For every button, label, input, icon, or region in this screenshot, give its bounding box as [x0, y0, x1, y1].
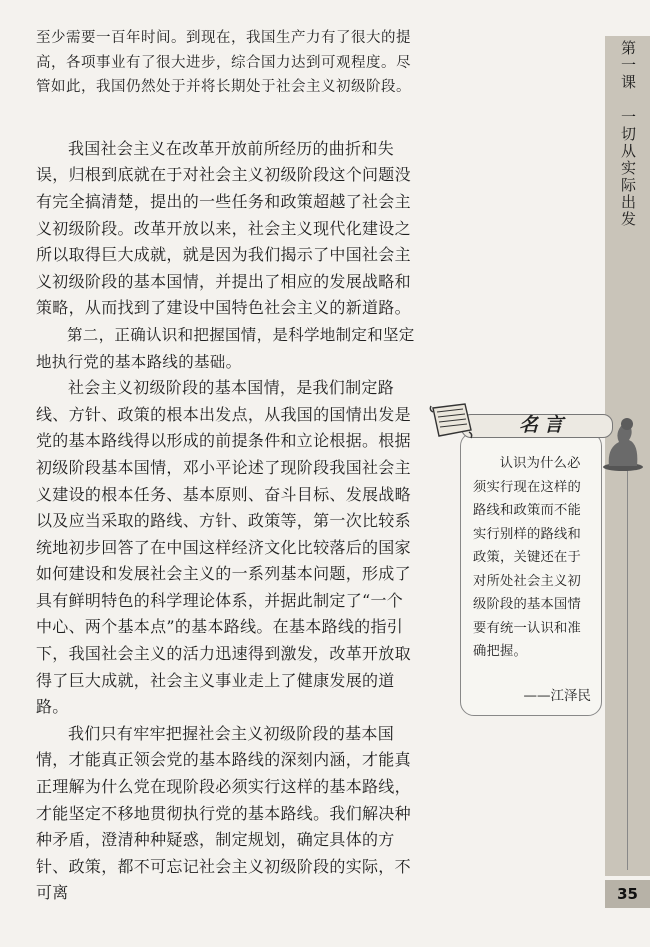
sidebar-divider: [627, 470, 628, 870]
page-number: 35: [605, 880, 650, 908]
top-quote: 至少需要一百年时间。到现在，我国生产力有了很大的提高，各项事业有了很大进步，综合国力达到可观程度。尽管如此，我国仍然处于并将长期处于社会主义初级阶段。: [36, 30, 411, 96]
chapter-heading: [605, 40, 650, 228]
main-text: [36, 26, 416, 907]
paragraph-2: 第二，正确认识和把握国情，是科学地制定和坚定地执行党的基本路线的基础。: [36, 325, 415, 371]
paragraph-3: 社会主义初级阶段的基本国情，是我们制定路线、方针、政策的根本出发点，从我国的国情出发是党的基本路线得以形成的前提条件和立论根据。根据初级阶段基本国情，邓小平论述了现阶段我国社会主义建设的根本任务、基本原则、奋斗目标、发展战略以及应当采取的路线、方针、政策等，第一次比较系统地初步回答了在中国这样经济文化比较落后的国家如何建设和发展社会主义的一系列基本问题，形成了具有鲜明特色的科学理论体系，并据此制定了“一个中心、两个基本点”的基本路线。在基本路线的指引下，我国社会主义的活力迅速得到激发，改革开放取得了巨大成就，社会主义事业走上了健康发展的道路。: [36, 378, 411, 717]
chapter-title: 一切从实际出发: [619, 109, 637, 228]
thinker-statue-icon: [597, 412, 647, 472]
chapter-label: 第一课: [619, 40, 637, 91]
quote-card-author: ——江泽民: [523, 688, 591, 704]
scroll-icon: [427, 400, 475, 440]
quote-card-title: 名言: [519, 414, 570, 436]
paragraph-1: 我国社会主义在改革开放前所经历的曲折和失误，归根到底就在于对社会主义初级阶段这个问题没有完全搞清楚，提出的一些任务和政策超越了社会主义初级阶段。改革开放以来，社会主义现代化建设之所以取得巨大成就，就是因为我们揭示了中国社会主义初级阶段的基本国情，并提出了相应的发展战略和策略，从而找到了建设中国特色社会主义的新道路。: [36, 138, 411, 318]
paragraph-4: 我们只有牢牢把握社会主义初级阶段的基本国情，才能真正领会党的基本路线的深刻内涵，才能真正理解为什么党在现阶段必须实行这样的基本路线，才能坚定不移地贯彻执行党的基本路线。我们解决种种矛盾，澄清种种疑惑，制定规划，确定具体的方针、政策，都不可忘记社会主义初级阶段的实际，不可离: [36, 723, 411, 903]
quote-card-text: 认识为什么必须实行现在这样的路线和政策而不能实行别样的路线和政策，关键还在于对所处社会主义初级阶段的基本国情要有统一认识和准确把握。: [473, 456, 581, 659]
